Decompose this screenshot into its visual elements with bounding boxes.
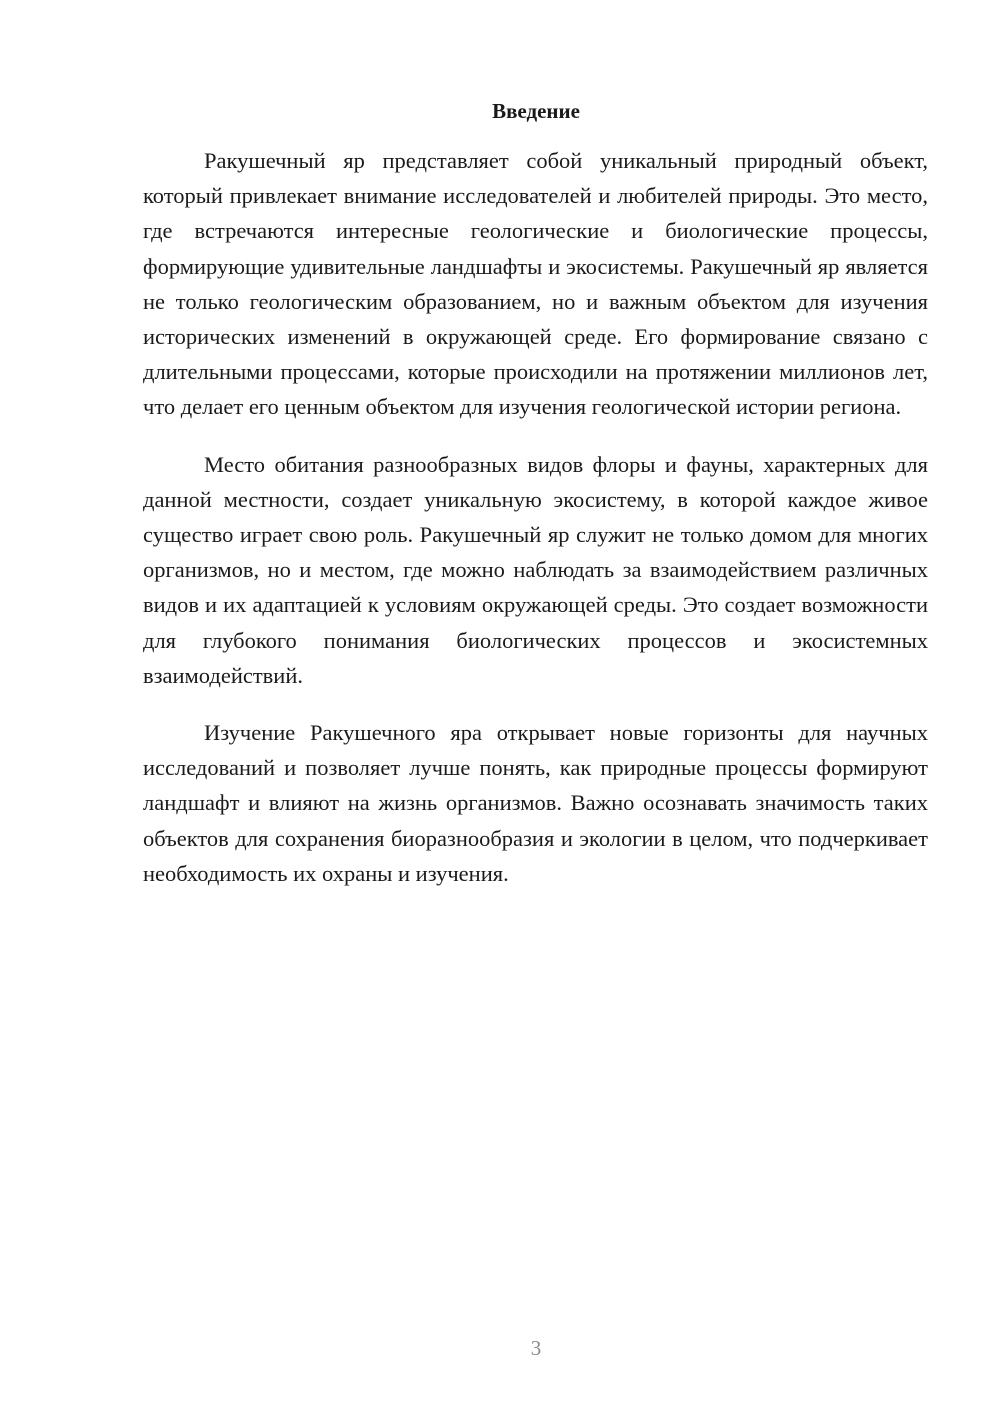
paragraph-1: Ракушечный яр представляет собой уникальный природный объект, который привлекает внимание исследователей и любителей природы. Это место, где встречаются интересные геологические и биологические процессы, формирующие удивительные ландшафты и экосистемы. Ракушечный яр является не только геологическим образованием, но и важным объектом для изучения исторических изменений в окружающей среде. Его формирование связано с длительными процессами, которые происходили на протяжении миллионов лет, что делает его ценным объектом для изучения геологической истории региона. (143, 148, 928, 420)
page-number: 3 (530, 1336, 542, 1360)
paragraph-3: Изучение Ракушечного яра открывает новые горизонты для научных исследований и позволяет лучше понять, как природные процессы формируют ландшафт и влияют на жизнь организмов. Важно осознавать значимость таких объектов для сохранения биоразнообразия и экологии в целом, что подчеркивает необходимость их охраны и изучения. (143, 720, 928, 886)
paragraph-2: Место обитания разнообразных видов флоры и фауны, характерных для данной местности, создает уникальную экосистему, в которой каждое живое существо играет свою роль. Ракушечный яр служит не только домом для многих организмов, но и местом, где можно наблюдать за взаимодействием различных видов и их адаптацией к условиям окружающей среды. Это создает возможности для глубокого понимания биологических процессов и экосистемных взаимодействий. (143, 451, 928, 688)
body-text (143, 143, 928, 913)
page-heading: Введение (492, 99, 580, 123)
